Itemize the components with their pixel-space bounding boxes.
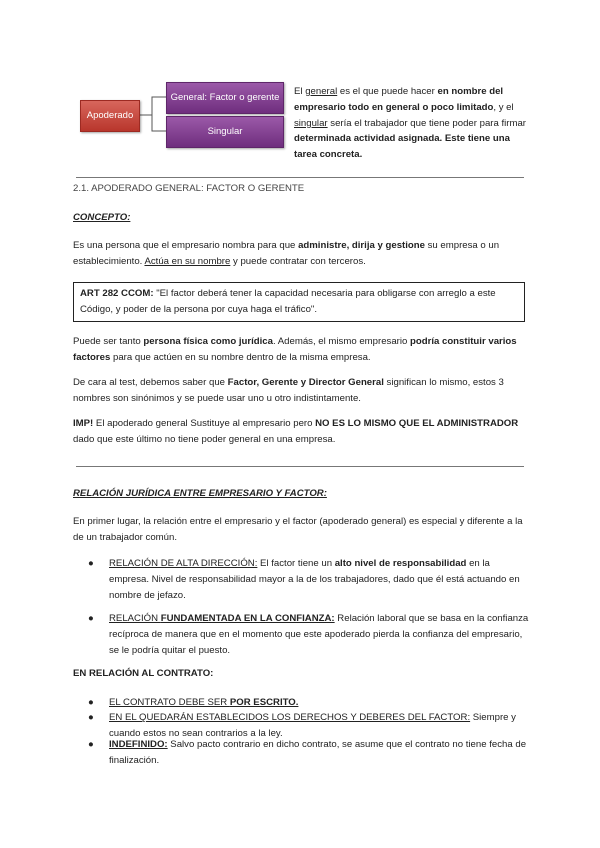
bullet-dot: ●	[88, 712, 94, 723]
bullet-dot: ●	[88, 613, 94, 624]
fisica-paragraph: Puede ser tanto persona física como jurídica. Además, el mismo empresario podría constituir varios factores para que actúen en su nombre dentro de la misma empresa.	[73, 336, 517, 363]
bullet-dot: ●	[88, 558, 94, 569]
apoderado-diagram	[80, 82, 285, 148]
test-paragraph: De cara al test, debemos saber que Factor, Gerente y Director General significan lo mismo, estos 3 nombres son sinónimos y se puede usar uno u otro indistintamente.	[73, 377, 504, 404]
relation-paragraph: En primer lugar, la relación entre el empresario y el factor (apoderado general) es especial y diferente a la de un trabajador común.	[73, 516, 523, 543]
section-title: 2.1. APODERADO GENERAL: FACTOR O GERENTE	[73, 183, 305, 194]
bullet-dot: ●	[88, 697, 94, 708]
article-quote-box: ART 282 CCOM: "El factor deberá tener la capacidad necesaria para obligarse con arreglo a este Código, y poder de la persona por cuya haga el tráfico".	[73, 282, 525, 322]
bullet-dot: ●	[88, 739, 94, 750]
relation-title: RELACIÓN JURÍDICA ENTRE EMPRESARIO Y FACTOR:	[73, 488, 327, 499]
list-item-text: EN EL QUEDARÁN ESTABLECIDOS LOS DERECHOS Y DEBERES DEL FACTOR: Siempre y cuando estos no sean contrarios a la ley.	[109, 712, 516, 739]
contract-title: EN RELACIÓN AL CONTRATO:	[73, 668, 214, 679]
imp-paragraph: IMP! El apoderado general Sustituye al empresario pero NO ES LO MISMO QUE EL ADMINISTRADOR dado que este último no tiene poder general en una empresa.	[73, 418, 519, 445]
divider	[76, 466, 524, 467]
diagram-node-singular: Singular	[166, 116, 284, 148]
list-item-text: INDEFINIDO: Salvo pacto contrario en dicho contrato, se asume que el contrato no tiene fecha de finalización.	[109, 739, 527, 766]
list-item-text: RELACIÓN DE ALTA DIRECCIÓN: El factor tiene un alto nivel de responsabilidad en la empresa. Nivel de responsabilidad mayor a la de los trabajadores, dado que él está actuando en nombre de jefazo.	[109, 558, 520, 601]
diagram-node-general: General: Factor o gerente	[166, 82, 284, 114]
intro-text: El general es el que puede hacer en nombre del empresario todo en general o poco limitado, y el singular sería el trabajador que tiene poder para firmar determinada actividad asignada. Este tiene una tarea concreta.	[294, 86, 526, 161]
concept-paragraph: Es una persona que el empresario nombra para que administre, dirija y gestione su empresa o un establecimiento. Actúa en su nombre y puede contratar con terceros.	[73, 240, 500, 267]
list-item-text: EL CONTRATO DEBE SER POR ESCRITO.	[109, 697, 299, 708]
divider	[76, 177, 524, 178]
concept-title: CONCEPTO:	[73, 212, 131, 223]
diagram-node-apoderado: Apoderado	[80, 100, 140, 132]
list-item-text: RELACIÓN FUNDAMENTADA EN LA CONFIANZA: Relación laboral que se basa en la confianza recíproca de manera que en el momento que este apoderado pierda la confianza del empresario, se le podría quitar el puesto.	[109, 613, 529, 656]
